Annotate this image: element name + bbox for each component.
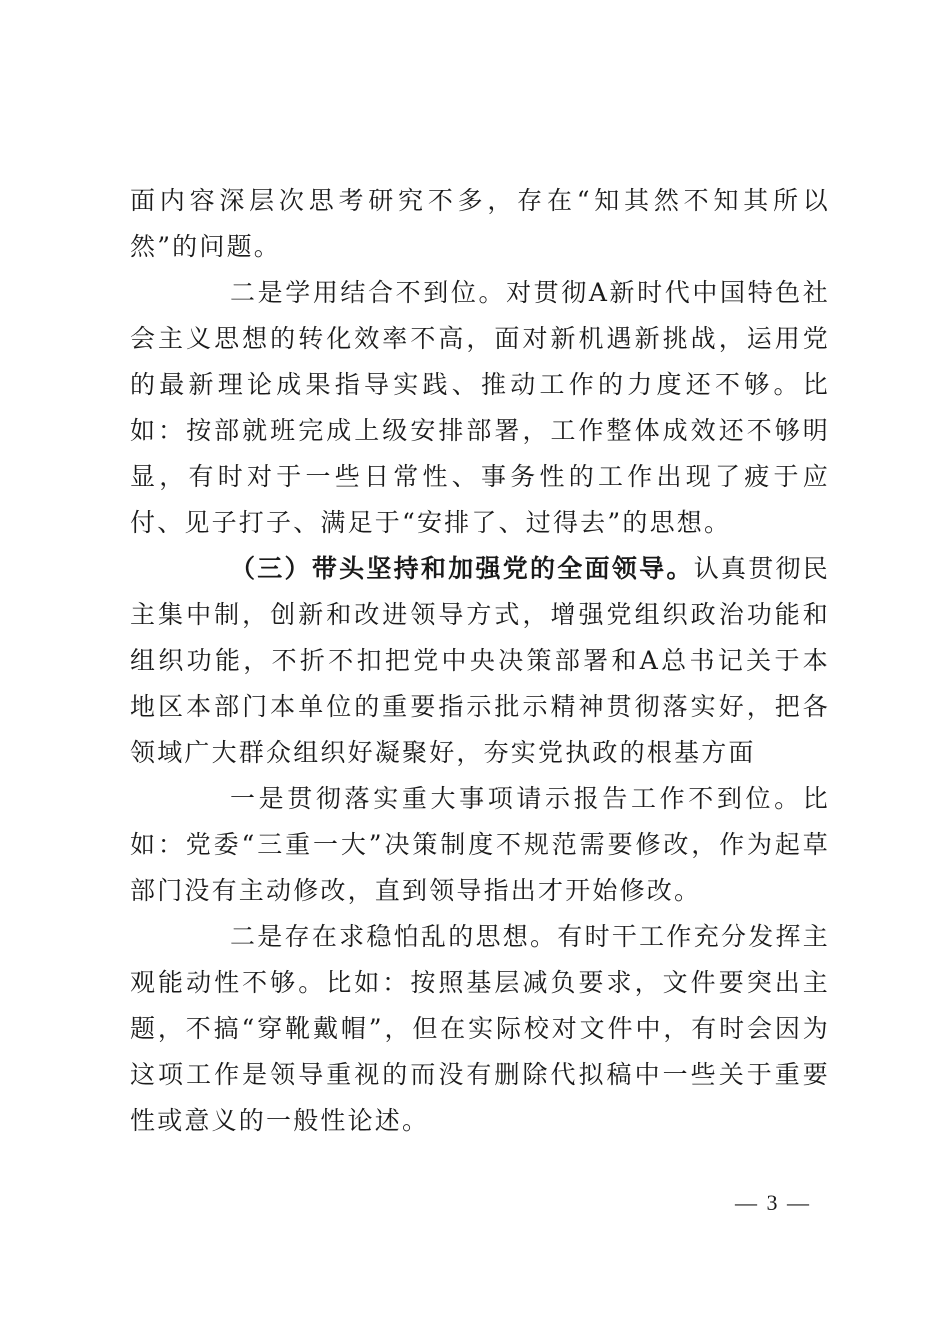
document-body xyxy=(130,178,830,1144)
paragraph-text: 二是学用结合不到位。对贯彻A新时代中国特色社会主义思想的转化效率不高，面对新机遇新挑战，运用党的最新理论成果指导实践、推动工作的力度还不够。比如：按部就班完成上级安排部署，工作整体成效还不够明显，有时对于一些日常性、事务性的工作出现了疲于应付、见子打子、满足于“安排了、过得去”的思想。 xyxy=(130,278,830,537)
paragraph-text: 一是贯彻落实重大事项请示报告工作不到位。比如：党委“三重一大”决策制度不规范需要修改，作为起草部门没有主动修改，直到领导指出才开始修改。 xyxy=(130,784,830,905)
paragraph-text: 面内容深层次思考研究不多，存在“知其然不知其所以然”的问题。 xyxy=(130,186,830,261)
paragraph-text: 认真贯彻民主集中制，创新和改进领导方式，增强党组织政治功能和组织功能，不折不扣把党中央决策部署和A总书记关于本地区本部门本单位的重要指示批示精神贯彻落实好，把各领域广大群众组织好凝聚好，夯实党执政的根基方面 xyxy=(130,554,830,767)
paragraph-continuation xyxy=(130,178,830,270)
paragraph-study-application xyxy=(130,270,830,546)
paragraph-stability xyxy=(130,914,830,1144)
section-heading: （三）带头坚持和加强党的全面领导。 xyxy=(230,554,694,583)
paragraph-section-three xyxy=(130,546,830,776)
page-number: — 3 — xyxy=(735,1190,811,1215)
paragraph-reporting xyxy=(130,776,830,914)
paragraph-text: 二是存在求稳怕乱的思想。有时干工作充分发挥主观能动性不够。比如：按照基层减负要求，文件要突出主题，不搞“穿靴戴帽”，但在实际校对文件中，有时会因为这项工作是领导重视的而没有删除代拟稿中一些关于重要性或意义的一般性论述。 xyxy=(130,922,830,1135)
